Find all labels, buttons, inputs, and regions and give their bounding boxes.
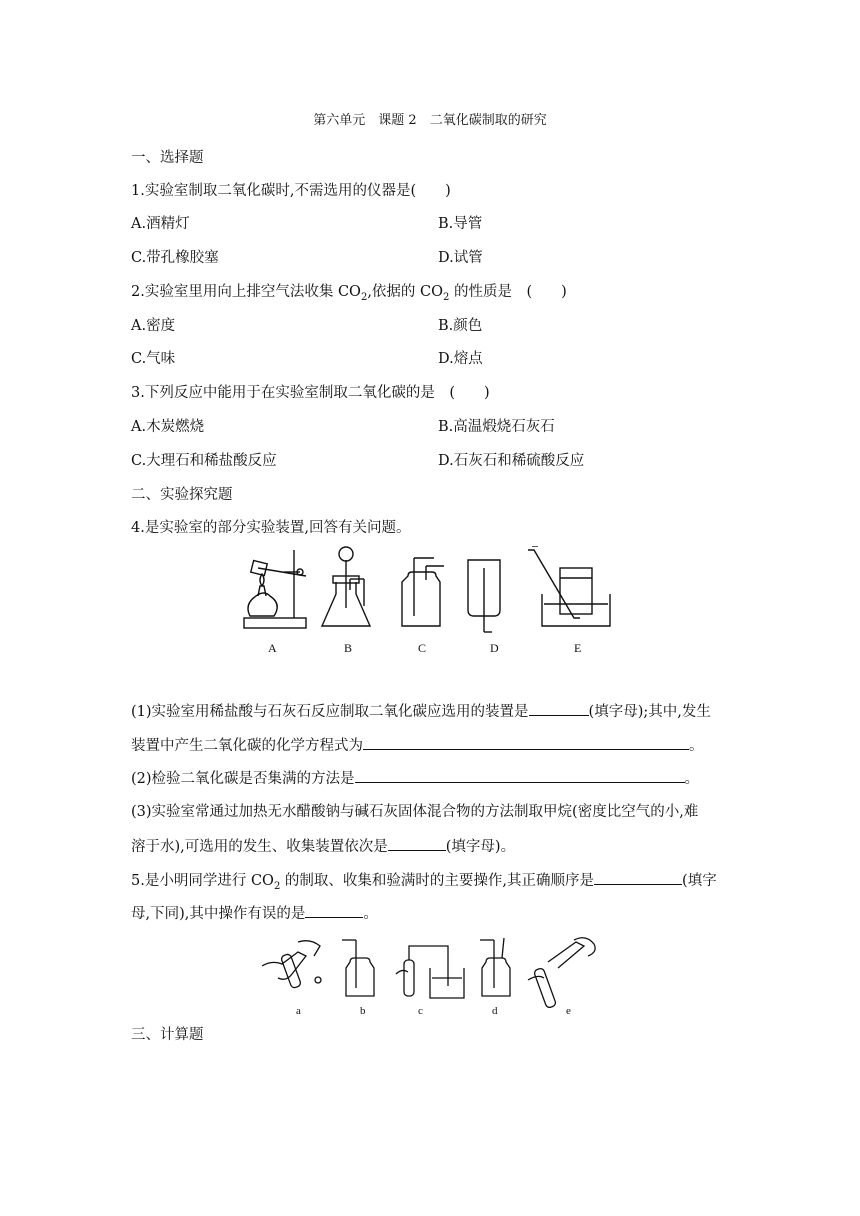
operation-label-a: a	[296, 1005, 301, 1017]
apparatus-figure	[238, 546, 628, 658]
question-2-stem: 2.实验室里用向上排空气法收集 $CO_2$,依据的 $CO_2$ 的性质是 ( )	[131, 284, 567, 303]
question-4-stem: 4.是实验室的部分实验装置,回答有关问题。	[131, 520, 411, 536]
section-heading-experiment: 二、实验探究题	[131, 487, 233, 503]
apparatus-a-icon	[244, 550, 306, 628]
page-title: 第六单元 课题 2 二氧化碳制取的研究	[313, 113, 547, 128]
q1-option-d: D.试管	[438, 250, 483, 266]
answer-blank[interactable]	[305, 903, 363, 918]
operation-b-icon	[342, 940, 374, 996]
apparatus-label-e: E	[574, 641, 582, 655]
operation-label-e: e	[566, 1005, 571, 1017]
q4-part-1: (1)实验室用稀盐酸与石灰石反应制取二氧化碳应选用的装置是 (填字母);其中,发生	[131, 701, 711, 722]
question-5-cont: 母,下同),其中操作有误的是 。	[131, 903, 378, 924]
section-heading-choice: 一、选择题	[131, 150, 204, 166]
operation-label-b: b	[360, 1005, 366, 1017]
apparatus-e-icon	[528, 546, 610, 626]
q1-option-a: A.酒精灯	[131, 216, 190, 232]
answer-blank[interactable]	[529, 701, 589, 716]
q3-option-c: C.大理石和稀盐酸反应	[131, 453, 277, 469]
answer-blank[interactable]	[355, 768, 685, 783]
section-heading-calculation: 三、计算题	[131, 1027, 204, 1043]
question-1-stem: 1.实验室制取二氧化碳时,不需选用的仪器是( )	[131, 183, 451, 199]
q3-option-b: B.高温煅烧石灰石	[438, 419, 555, 435]
operation-label-c: c	[418, 1005, 423, 1017]
apparatus-label-a: A	[268, 641, 277, 655]
q2-option-a: A.密度	[131, 318, 176, 334]
operation-d-icon	[480, 938, 510, 996]
apparatus-c-icon	[402, 558, 444, 626]
q4-part-3: (3)实验室常通过加热无水醋酸钠与碱石灰固体混合物的方法制取甲烷(密度比空气的小,难	[131, 804, 699, 820]
q3-option-a: A.木炭燃烧	[131, 419, 205, 435]
q4-part-3-cont: 溶于水),可选用的发生、收集装置依次是 (填字母)。	[131, 836, 515, 857]
operations-figure	[258, 934, 604, 1018]
operation-a-icon	[262, 941, 321, 989]
question-5-stem: 5.是小明同学进行 $CO_2$ 的制取、收集和验满时的主要操作,其正确顺序是 (填字	[131, 870, 717, 897]
answer-blank[interactable]	[388, 836, 446, 851]
operation-e-icon	[528, 938, 595, 1009]
q3-option-d: D.石灰石和稀硫酸反应	[438, 453, 585, 469]
question-3-stem: 3.下列反应中能用于在实验室制取二氧化碳的是 ( )	[131, 385, 490, 401]
apparatus-b-icon	[322, 547, 370, 626]
apparatus-label-c: C	[418, 641, 427, 655]
q2-option-c: C.气味	[131, 351, 176, 367]
apparatus-d-icon	[468, 560, 500, 632]
answer-blank[interactable]	[594, 870, 682, 885]
q1-option-c: C.带孔橡胶塞	[131, 250, 219, 266]
apparatus-label-d: D	[490, 641, 499, 655]
apparatus-label-b: B	[344, 641, 353, 655]
q4-part-1-cont: 装置中产生二氧化碳的化学方程式为 。	[131, 735, 704, 756]
q2-option-b: B.颜色	[438, 318, 483, 334]
q1-option-b: B.导管	[438, 216, 483, 232]
operation-label-d: d	[492, 1005, 498, 1017]
q2-option-d: D.熔点	[438, 351, 483, 367]
q4-part-2: (2)检验二氧化碳是否集满的方法是 。	[131, 768, 699, 789]
answer-blank[interactable]	[363, 735, 689, 750]
operation-c-icon	[396, 946, 464, 998]
